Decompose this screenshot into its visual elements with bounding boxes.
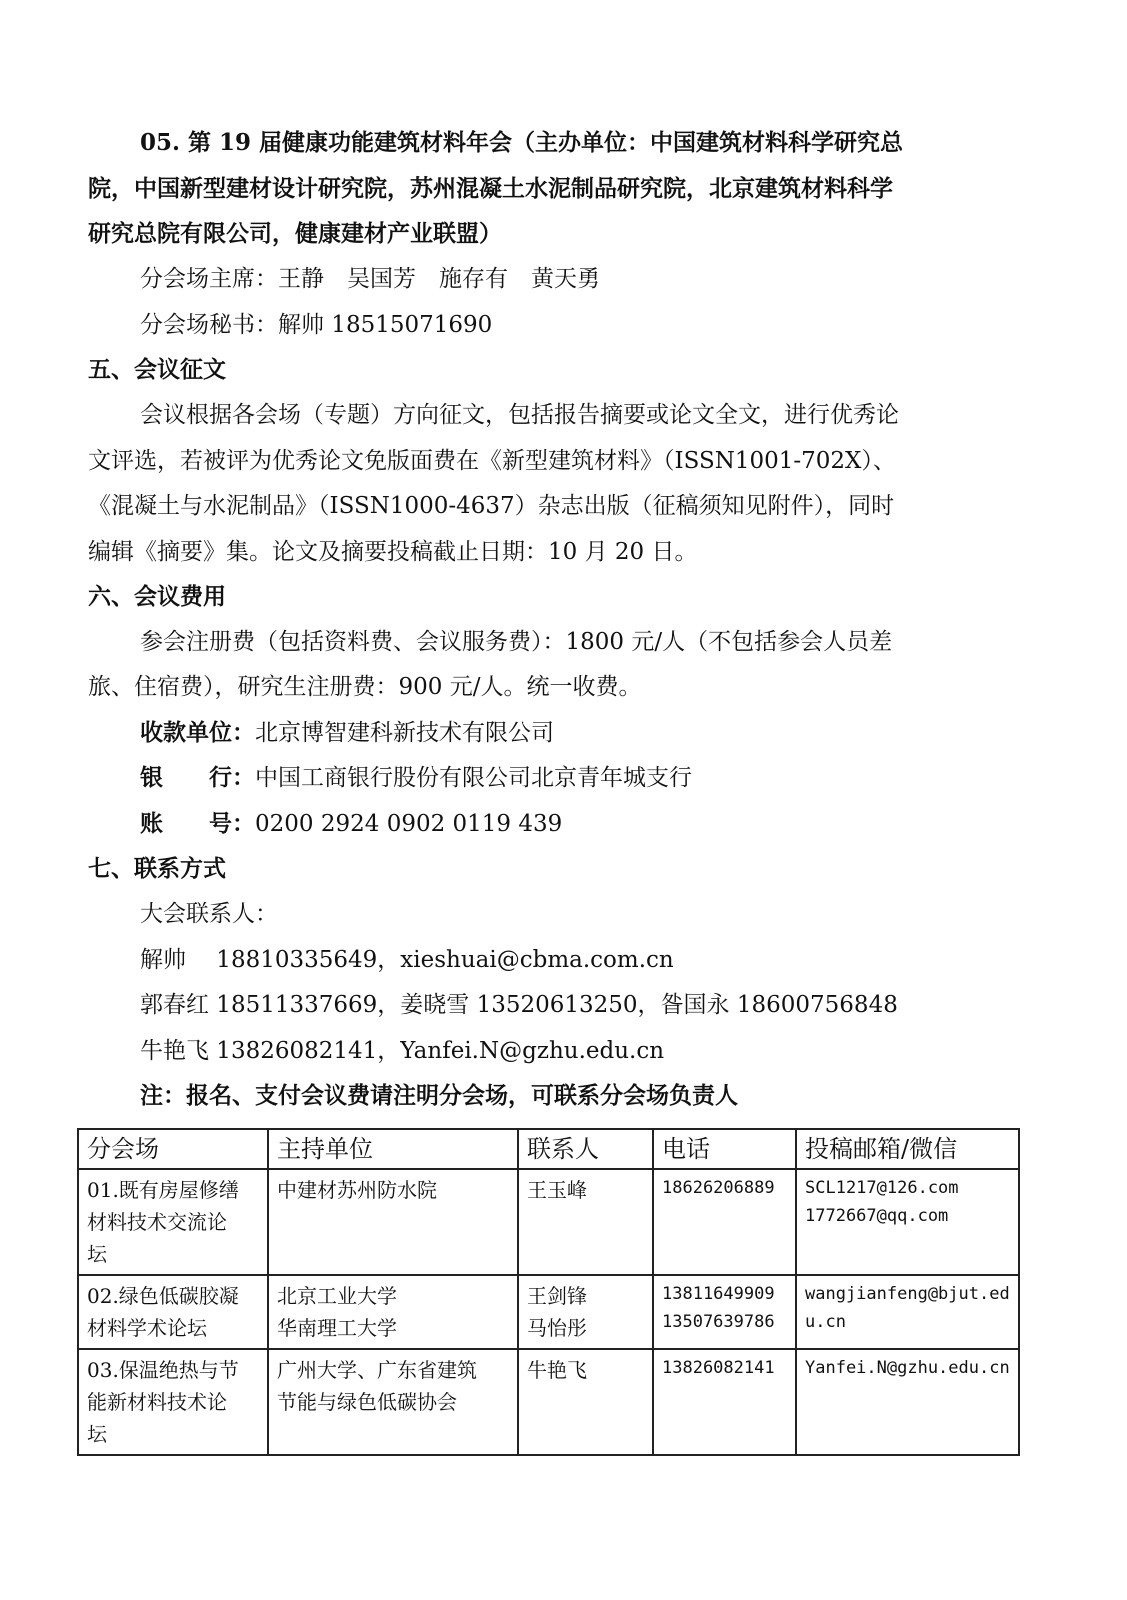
host-line: 节能与绿色低碳协会 — [277, 1390, 457, 1414]
contact-line: 马怡彤 — [527, 1316, 587, 1340]
section-5-para-line-2: 文评选，若被评为优秀论文免版面费在《新型建筑材料》（ISSN1001-702X）、 — [88, 448, 896, 474]
session-line: 材料技术交流论 — [87, 1210, 227, 1234]
contact-line-2: 郭春红 18511337669，姜晓雪 13520613250，昝国永 18600756848 — [140, 992, 898, 1018]
intro-line-2: 院，中国新型建材设计研究院，苏州混凝土水泥制品研究院，北京建筑材料科学 — [88, 175, 893, 202]
account-label: 账 号： — [140, 810, 255, 837]
phone-line: 13811649909 — [662, 1284, 775, 1304]
session-cell — [78, 1275, 268, 1349]
contact-line: 王玉峰 — [527, 1178, 587, 1202]
email-line: u.cn — [805, 1312, 846, 1332]
phone-line: 13507639786 — [662, 1312, 775, 1332]
intro-line-1: 05. 第 19 届健康功能建筑材料年会（主办单位：中国建筑材料科学研究总 — [140, 129, 904, 156]
payee-row — [140, 718, 554, 748]
phone-cell — [653, 1169, 796, 1275]
host-cell — [268, 1349, 518, 1455]
registration-note: 注：报名、支付会议费请注明分会场，可联系分会场负责人 — [140, 1082, 738, 1109]
section-6-heading: 六、会议费用 — [88, 583, 226, 610]
host-line: 华南理工大学 — [277, 1316, 397, 1340]
section-5-heading: 五、会议征文 — [88, 356, 226, 383]
session-line: 能新材料技术论 — [87, 1390, 227, 1414]
session-line: 01.既有房屋修缮 — [87, 1178, 239, 1202]
session-line: 材料学术论坛 — [87, 1316, 207, 1340]
phone-cell — [653, 1275, 796, 1349]
email-line: 1772667@qq.com — [805, 1206, 949, 1226]
email-cell — [796, 1169, 1019, 1275]
session-line: 坛 — [87, 1242, 107, 1266]
payee-label: 收款单位： — [140, 719, 255, 746]
session-line: 坛 — [87, 1422, 107, 1446]
header-phone: 电话 — [653, 1129, 796, 1169]
section-5-para-line-4: 编辑《摘要》集。论文及摘要投稿截止日期：10 月 20 日。 — [88, 539, 698, 565]
contact-cell — [518, 1275, 653, 1349]
header-contact: 联系人 — [518, 1129, 653, 1169]
session-cell — [78, 1349, 268, 1455]
bank-label: 银 行： — [140, 764, 255, 791]
header-session: 分会场 — [78, 1129, 268, 1169]
host-line: 北京工业大学 — [277, 1284, 397, 1308]
host-line: 广州大学、广东省建筑 — [277, 1358, 477, 1382]
phone-line: 13826082141 — [662, 1358, 775, 1378]
bank-row — [140, 763, 692, 793]
email-line: Yanfei.N@gzhu.edu.cn — [805, 1358, 1010, 1378]
phone-line: 18626206889 — [662, 1178, 775, 1198]
table-row — [78, 1169, 1019, 1275]
session-cell — [78, 1169, 268, 1275]
contact-line-3: 牛艳飞 13826082141，Yanfei.N@gzhu.edu.cn — [140, 1038, 665, 1064]
header-email: 投稿邮箱/微信 — [796, 1129, 1019, 1169]
section-6-para-line-1: 参会注册费（包括资料费、会议服务费）：1800 元/人（不包括参会人员差 — [140, 629, 893, 655]
table-row — [78, 1349, 1019, 1455]
bank-value: 中国工商银行股份有限公司北京青年城支行 — [255, 765, 692, 791]
account-value: 0200 2924 0902 0119 439 — [255, 811, 563, 837]
sessions-table — [77, 1128, 1020, 1456]
session-chairs: 分会场主席：王静 吴国芳 施存有 黄天勇 — [140, 266, 600, 292]
email-line: SCL1217@126.com — [805, 1178, 959, 1198]
account-row — [140, 809, 562, 839]
host-line: 中建材苏州防水院 — [277, 1178, 437, 1202]
contact-cell — [518, 1349, 653, 1455]
table-row — [78, 1275, 1019, 1349]
header-host: 主持单位 — [268, 1129, 518, 1169]
intro-line-3: 研究总院有限公司，健康建材产业联盟） — [88, 220, 502, 247]
host-cell — [268, 1169, 518, 1275]
contact-line: 牛艳飞 — [527, 1358, 587, 1382]
payee-value: 北京博智建科新技术有限公司 — [255, 720, 554, 746]
contact-line: 王剑锋 — [527, 1284, 587, 1308]
section-6-para-line-2: 旅、住宿费），研究生注册费：900 元/人。统一收费。 — [88, 674, 642, 700]
contact-title: 大会联系人： — [140, 901, 278, 927]
session-line: 03.保温绝热与节 — [87, 1358, 239, 1382]
phone-cell — [653, 1349, 796, 1455]
section-7-heading: 七、联系方式 — [88, 855, 226, 882]
email-cell — [796, 1349, 1019, 1455]
contact-cell — [518, 1169, 653, 1275]
session-line: 02.绿色低碳胶凝 — [87, 1284, 239, 1308]
section-5-para-line-1: 会议根据各会场（专题）方向征文，包括报告摘要或论文全文，进行优秀论 — [140, 402, 899, 428]
email-line: wangjianfeng@bjut.ed — [805, 1284, 1010, 1304]
host-cell — [268, 1275, 518, 1349]
session-secretary: 分会场秘书：解帅 18515071690 — [140, 312, 493, 338]
email-cell — [796, 1275, 1019, 1349]
table-header-row — [78, 1129, 1019, 1169]
contact-line-1: 解帅 18810335649，xieshuai@cbma.com.cn — [140, 947, 674, 973]
section-5-para-line-3: 《混凝土与水泥制品》（ISSN1000-4637）杂志出版（征稿须知见附件），同时 — [88, 493, 895, 519]
